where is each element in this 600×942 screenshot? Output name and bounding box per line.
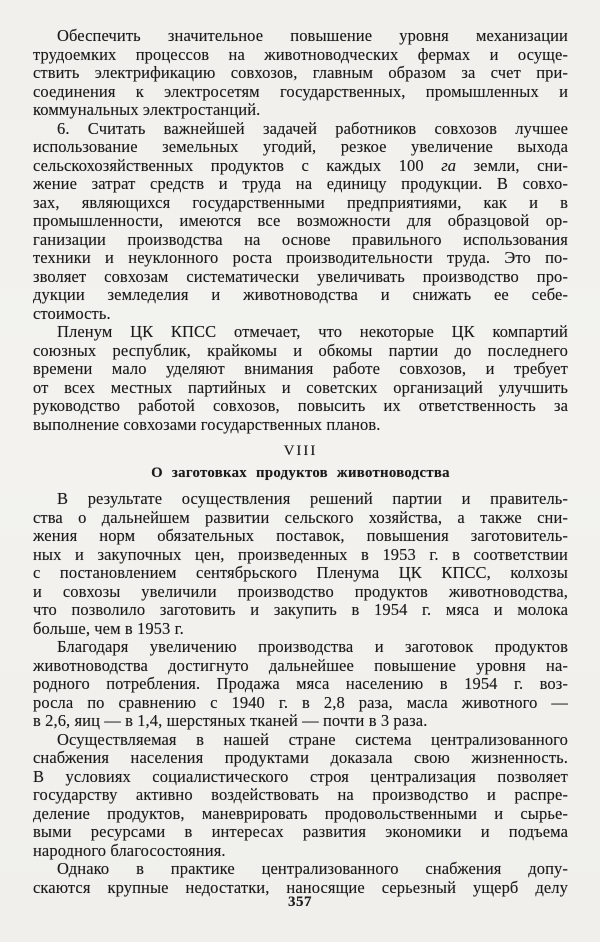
- text-line: 6. Считать важнейшей задачей работников совхозов лучшее: [57, 118, 568, 138]
- text-line: ганизации производства на основе правильного использования: [33, 229, 568, 249]
- text-line: снабжения населения продуктами доказала свою жизненность.: [33, 748, 568, 767]
- text-line: промышленности, имеются все возможности для образцовой ор-: [33, 211, 568, 230]
- section-number-heading: VIII: [283, 443, 318, 459]
- text-line: животноводства достигнуто дальнейшее повышение уровня на-: [33, 655, 568, 675]
- text-line: ных и закупочных цен, произведенных в 1953 г. в соответствии: [33, 544, 568, 564]
- text-line: использование земельных угодий, резкое увеличение выхода: [33, 137, 568, 156]
- text-line: жение затрат средств и труда на единицу продукции. В совхо-: [33, 174, 568, 193]
- text-line: зволяет совхозам систематически увеличивать производство про-: [33, 266, 568, 286]
- text-line: В условиях социалистического строя централизация позволяет: [33, 766, 568, 786]
- text-line: государству активно воздействовать на производство и распре-: [33, 785, 568, 804]
- text-line: В результате осуществления решений партии и правитель-: [57, 489, 568, 508]
- text-line: с постановлением сентябрьского Пленума ЦК КПСС, колхозы: [33, 563, 568, 582]
- text-line: Пленум ЦК КПСС отмечает, что некоторые ЦК компартий: [57, 322, 568, 341]
- paragraph: [33, 120, 568, 324]
- paragraph: [33, 27, 568, 120]
- text-line: Однако в практике централизованного снабжения допу-: [57, 859, 568, 878]
- section-title-heading: О заготовках продуктов животноводства: [151, 465, 450, 481]
- text-line: в 2,6, яиц — в 1,4, шерстяных тканей — почти в 3 раза.: [33, 711, 428, 730]
- text-line: трудоемких процессов на животноводческих фермах и осуще-: [33, 44, 568, 64]
- paragraph: [33, 860, 568, 897]
- text-line: и совхозы увеличили производство продуктов животноводства,: [33, 581, 568, 601]
- text-line: от всех местных партийных и советских организаций улучшить: [33, 377, 568, 397]
- text-line: коммунальных электростанций.: [33, 100, 261, 119]
- paragraph: [33, 638, 568, 731]
- text-line: ства о дальнейшем развитии сельского хозяйства, а также сни-: [33, 507, 568, 527]
- text-line: Осуществляемая в нашей стране система централизованного: [57, 729, 568, 749]
- text-line: выми ресурсами в интересах развития экономики и подъема: [33, 822, 568, 841]
- paragraph: [33, 490, 568, 638]
- text-line: жения норм обязательных поставок, повышения заготовитель-: [33, 526, 568, 545]
- text-line: руководство работой совхозов, повысить их ответственность за: [33, 396, 568, 415]
- paragraph: [33, 731, 568, 861]
- text-block: [33, 27, 568, 897]
- text-line: что позволило заготовить и закупить в 1954 г. мяса и молока: [33, 600, 568, 619]
- text-line: соединения к электросетям государственных, промышленных и: [33, 81, 568, 101]
- text-line: росла по сравнению с 1940 г. в 2,8 раза, масла животного —: [33, 692, 568, 712]
- text-line: родного потребления. Продажа мяса населению в 1954 г. воз-: [33, 674, 568, 693]
- page-number: 357: [288, 894, 312, 910]
- text-line: деление продуктов, маневрировать продовольственными и сырье-: [33, 803, 568, 823]
- text-line: народного благосостояния.: [33, 840, 226, 860]
- text-line: ствить электрификацию совхозов, главным образом за счет при-: [33, 63, 568, 82]
- text-line: зах, являющихся государственными предприятиями, как и в: [33, 192, 568, 212]
- text-line: стоимость.: [33, 303, 111, 323]
- text-line: дукции земледелия и животноводства и снижать ее себе-: [33, 285, 568, 304]
- text-line: больше, чем в 1953 г.: [33, 618, 184, 638]
- text-line: техники и неуклонного роста производительности труда. Это по-: [33, 248, 568, 267]
- text-line: Благодаря увеличению производства и заготовок продуктов: [57, 637, 568, 656]
- text-line: времени мало уделяют внимания работе совхозов, и требует: [33, 359, 568, 378]
- text-line: скаются крупные недостатки, наносящие серьезный ущерб делу: [33, 877, 568, 897]
- text-line: выполнение совхозами государственных планов.: [33, 414, 381, 434]
- text-line: сельскохозяйственных продуктов с каждых 100 га земли, сни-: [33, 155, 568, 175]
- paragraph: [33, 323, 568, 434]
- text-line: Обеспечить значительное повышение уровня механизации: [57, 26, 568, 45]
- text-line: союзных республик, крайкомы и обкомы партии до последнего: [33, 340, 568, 360]
